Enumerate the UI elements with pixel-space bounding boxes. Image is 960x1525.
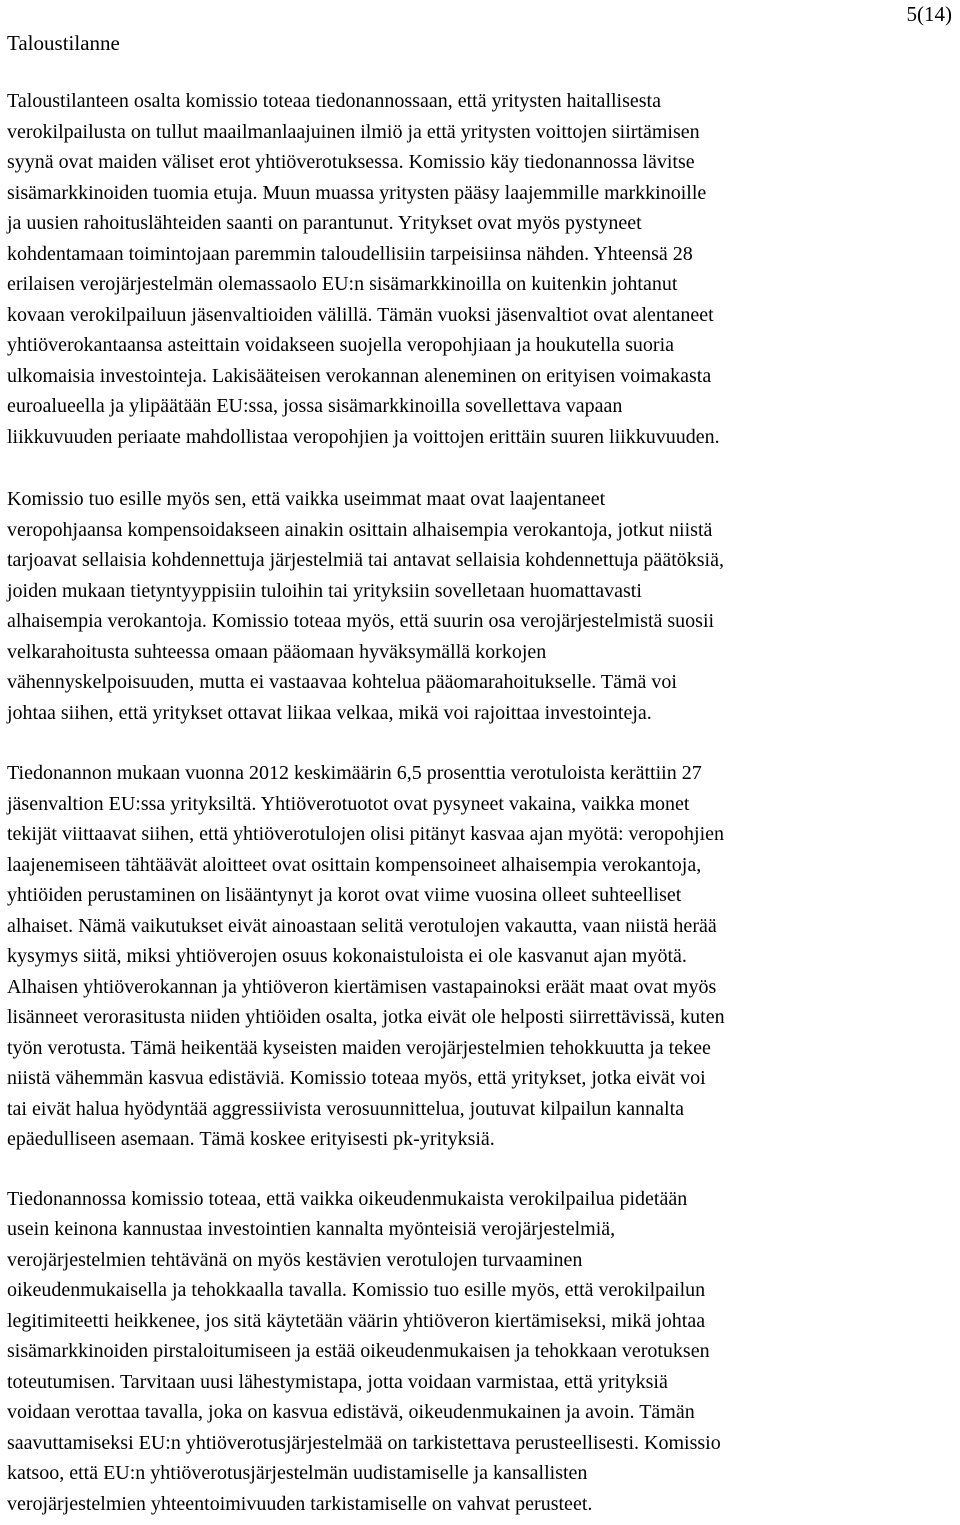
document-body	[7, 86, 957, 1519]
paragraph	[7, 484, 957, 728]
text-line: erilaisen verojärjestelmän olemassaolo EU:n sisämarkkinoilla on kuitenkin johtanut	[7, 273, 678, 295]
text-line: toteutumisen. Tarvitaan uusi lähestymistapa, jotta voidaan varmistaa, että yrityksiä	[7, 1370, 668, 1393]
paragraph	[7, 758, 957, 1155]
text-line: velkarahoitusta suhteessa omaan pääomaan hyväksymällä korkojen	[7, 640, 547, 663]
text-line: kovaan verokilpailuun jäsenvaltioiden välillä. Tämän vuoksi jäsenvaltiot ovat alentaneet	[7, 303, 714, 326]
text-line: veropohjaansa kompensoidakseen ainakin osittain alhaisempia verokantoja, jotkut niistä	[7, 518, 713, 541]
page-header	[0, 0, 960, 80]
text-line: Taloustilanteen osalta komissio toteaa tiedonannossaan, että yritysten haitallisesta	[7, 90, 661, 112]
text-line: työn verotusta. Tämä heikentää kyseisten maiden verojärjestelmien tehokkuutta ja tekee	[7, 1036, 711, 1059]
text-line: Tiedonannon mukaan vuonna 2012 keskimäärin 6,5 prosenttia verotuloista kerättiin 27	[7, 762, 702, 784]
text-line: legitimiteetti heikkenee, jos sitä käytetään väärin yhtiöveron kiertämiseksi, mikä johtaa	[7, 1309, 706, 1332]
text-line: verojärjestelmien yhteentoimivuuden tarkistamiselle on vahvat perusteet.	[7, 1492, 593, 1515]
text-line: Alhaisen yhtiöverokannan ja yhtiöveron kiertämisen vastapainoksi eräät maat ovat myös	[7, 975, 717, 998]
text-line: usein keinona kannustaa investointien kannalta myönteisiä verojärjestelmiä,	[7, 1218, 616, 1240]
text-line: tekijät viittaavat siihen, että yhtiöverotulojen olisi pitänyt kasvaa ajan myötä: veropohjien	[7, 823, 725, 845]
text-line: jäsenvaltion EU:ssa yrityksiltä. Yhtiöverotuotot ovat pysyneet vakaina, vaikka monet	[7, 792, 690, 815]
text-line: kysymys siitä, miksi yhtiöverojen osuus kokonaistuloista ei ole kasvanut ajan myötä.	[7, 945, 687, 967]
page-number: 5(14)	[906, 2, 952, 26]
text-line: sisämarkkinoiden tuomia etuja. Muun muassa yritysten pääsy laajemmille markkinoille	[7, 181, 707, 204]
text-line: yhtiöiden perustaminen on lisääntynyt ja korot ovat viime vuosina olleet suhteelliset	[7, 884, 682, 906]
text-line: lisänneet verorasitusta niiden yhtiöiden osalta, jotka eivät ole helposti siirrettävissä, kuten	[7, 1006, 725, 1028]
text-line: niistä vähemmän kasvua edistäviä. Komissio toteaa myös, että yritykset, jotka eivät voi	[7, 1067, 706, 1089]
text-line: joiden mukaan tietyntyyppisiin tuloihin tai yrityksiin sovelletaan huomattavasti	[7, 579, 642, 602]
text-line: verokilpailusta on tullut maailmanlaajuinen ilmiö ja että yritysten voittojen siirtämisen	[7, 120, 700, 143]
text-line: johtaa siihen, että yritykset ottavat liikaa velkaa, mikä voi rajoittaa investointeja.	[7, 701, 652, 724]
text-line: alhaiset. Nämä vaikutukset eivät ainoastaan selitä verotulojen vakautta, vaan niistä herää	[7, 914, 717, 937]
text-line: katsoo, että EU:n yhtiöverotusjärjestelmän uudistamiselle ja kansallisten	[7, 1462, 588, 1484]
text-line: tarjoavat sellaisia kohdennettuja järjestelmiä tai antavat sellaisia kohdennettuja päätöksiä,	[7, 549, 724, 571]
text-line: ulkomaisia investointeja. Lakisääteisen verokannan aleneminen on erityisen voimakasta	[7, 364, 712, 387]
text-line: Tiedonannossa komissio toteaa, että vaikka oikeudenmukaista verokilpailua pidetään	[7, 1187, 688, 1210]
text-line: euroalueella ja ylipäätään EU:ssa, jossa sisämarkkinoilla sovellettava vapaan	[7, 395, 623, 417]
paragraph	[7, 1184, 957, 1520]
section-title: Taloustilanne	[7, 31, 120, 55]
text-line: laajenemiseen tähtäävät aloitteet ovat osittain kompensoineet alhaisempia verokantoja,	[7, 853, 702, 876]
text-line: vähennyskelpoisuuden, mutta ei vastaavaa kohtelua pääomarahoitukselle. Tämä voi	[7, 671, 677, 693]
text-line: yhtiöverokantaansa asteittain voidakseen suojella veropohjiaan ja houkutella suoria	[7, 334, 675, 356]
text-line: verojärjestelmien tehtävänä on myös kestävien verotulojen turvaaminen	[7, 1248, 583, 1271]
paragraph	[7, 86, 957, 452]
text-line: kohdentamaan toimintojaan paremmin taloudellisiin tarpeisiinsa nähden. Yhteensä 28	[7, 242, 693, 265]
text-line: voidaan verottaa tavalla, joka on kasvua edistävä, oikeudenmukainen ja avoin. Tämän	[7, 1401, 695, 1423]
text-line: oikeudenmukaisella ja tehokkaalla tavalla. Komissio tuo esille myös, että verokilpailun	[7, 1279, 706, 1301]
text-line: sisämarkkinoiden pirstaloitumiseen ja estää oikeudenmukaisen ja tehokkaan verotuksen	[7, 1340, 710, 1362]
text-line: saavuttamiseksi EU:n yhtiöverotusjärjestelmää on tarkistettava perusteellisesti. Komissio	[7, 1431, 721, 1454]
text-line: syynä ovat maiden väliset erot yhtiöverotuksessa. Komissio käy tiedonannossa lävitse	[7, 151, 695, 173]
text-line: tai eivät halua hyödyntää aggressiivista verosuunnittelua, joutuvat kilpailun kannalta	[7, 1097, 685, 1120]
text-line: liikkuvuuden periaate mahdollistaa veropohjien ja voittojen erittäin suuren liikkuvuuden.	[7, 425, 720, 448]
text-line: Komissio tuo esille myös sen, että vaikka useimmat maat ovat laajentaneet	[7, 488, 606, 510]
text-line: ja uusien rahoituslähteiden saanti on parantunut. Yritykset ovat myös pystyneet	[7, 212, 642, 234]
text-line: epäedulliseen asemaan. Tämä koskee erityisesti pk-yrityksiä.	[7, 1128, 495, 1150]
text-line: alhaisempia verokantoja. Komissio toteaa myös, että suurin osa verojärjestelmistä suosii	[7, 610, 715, 632]
